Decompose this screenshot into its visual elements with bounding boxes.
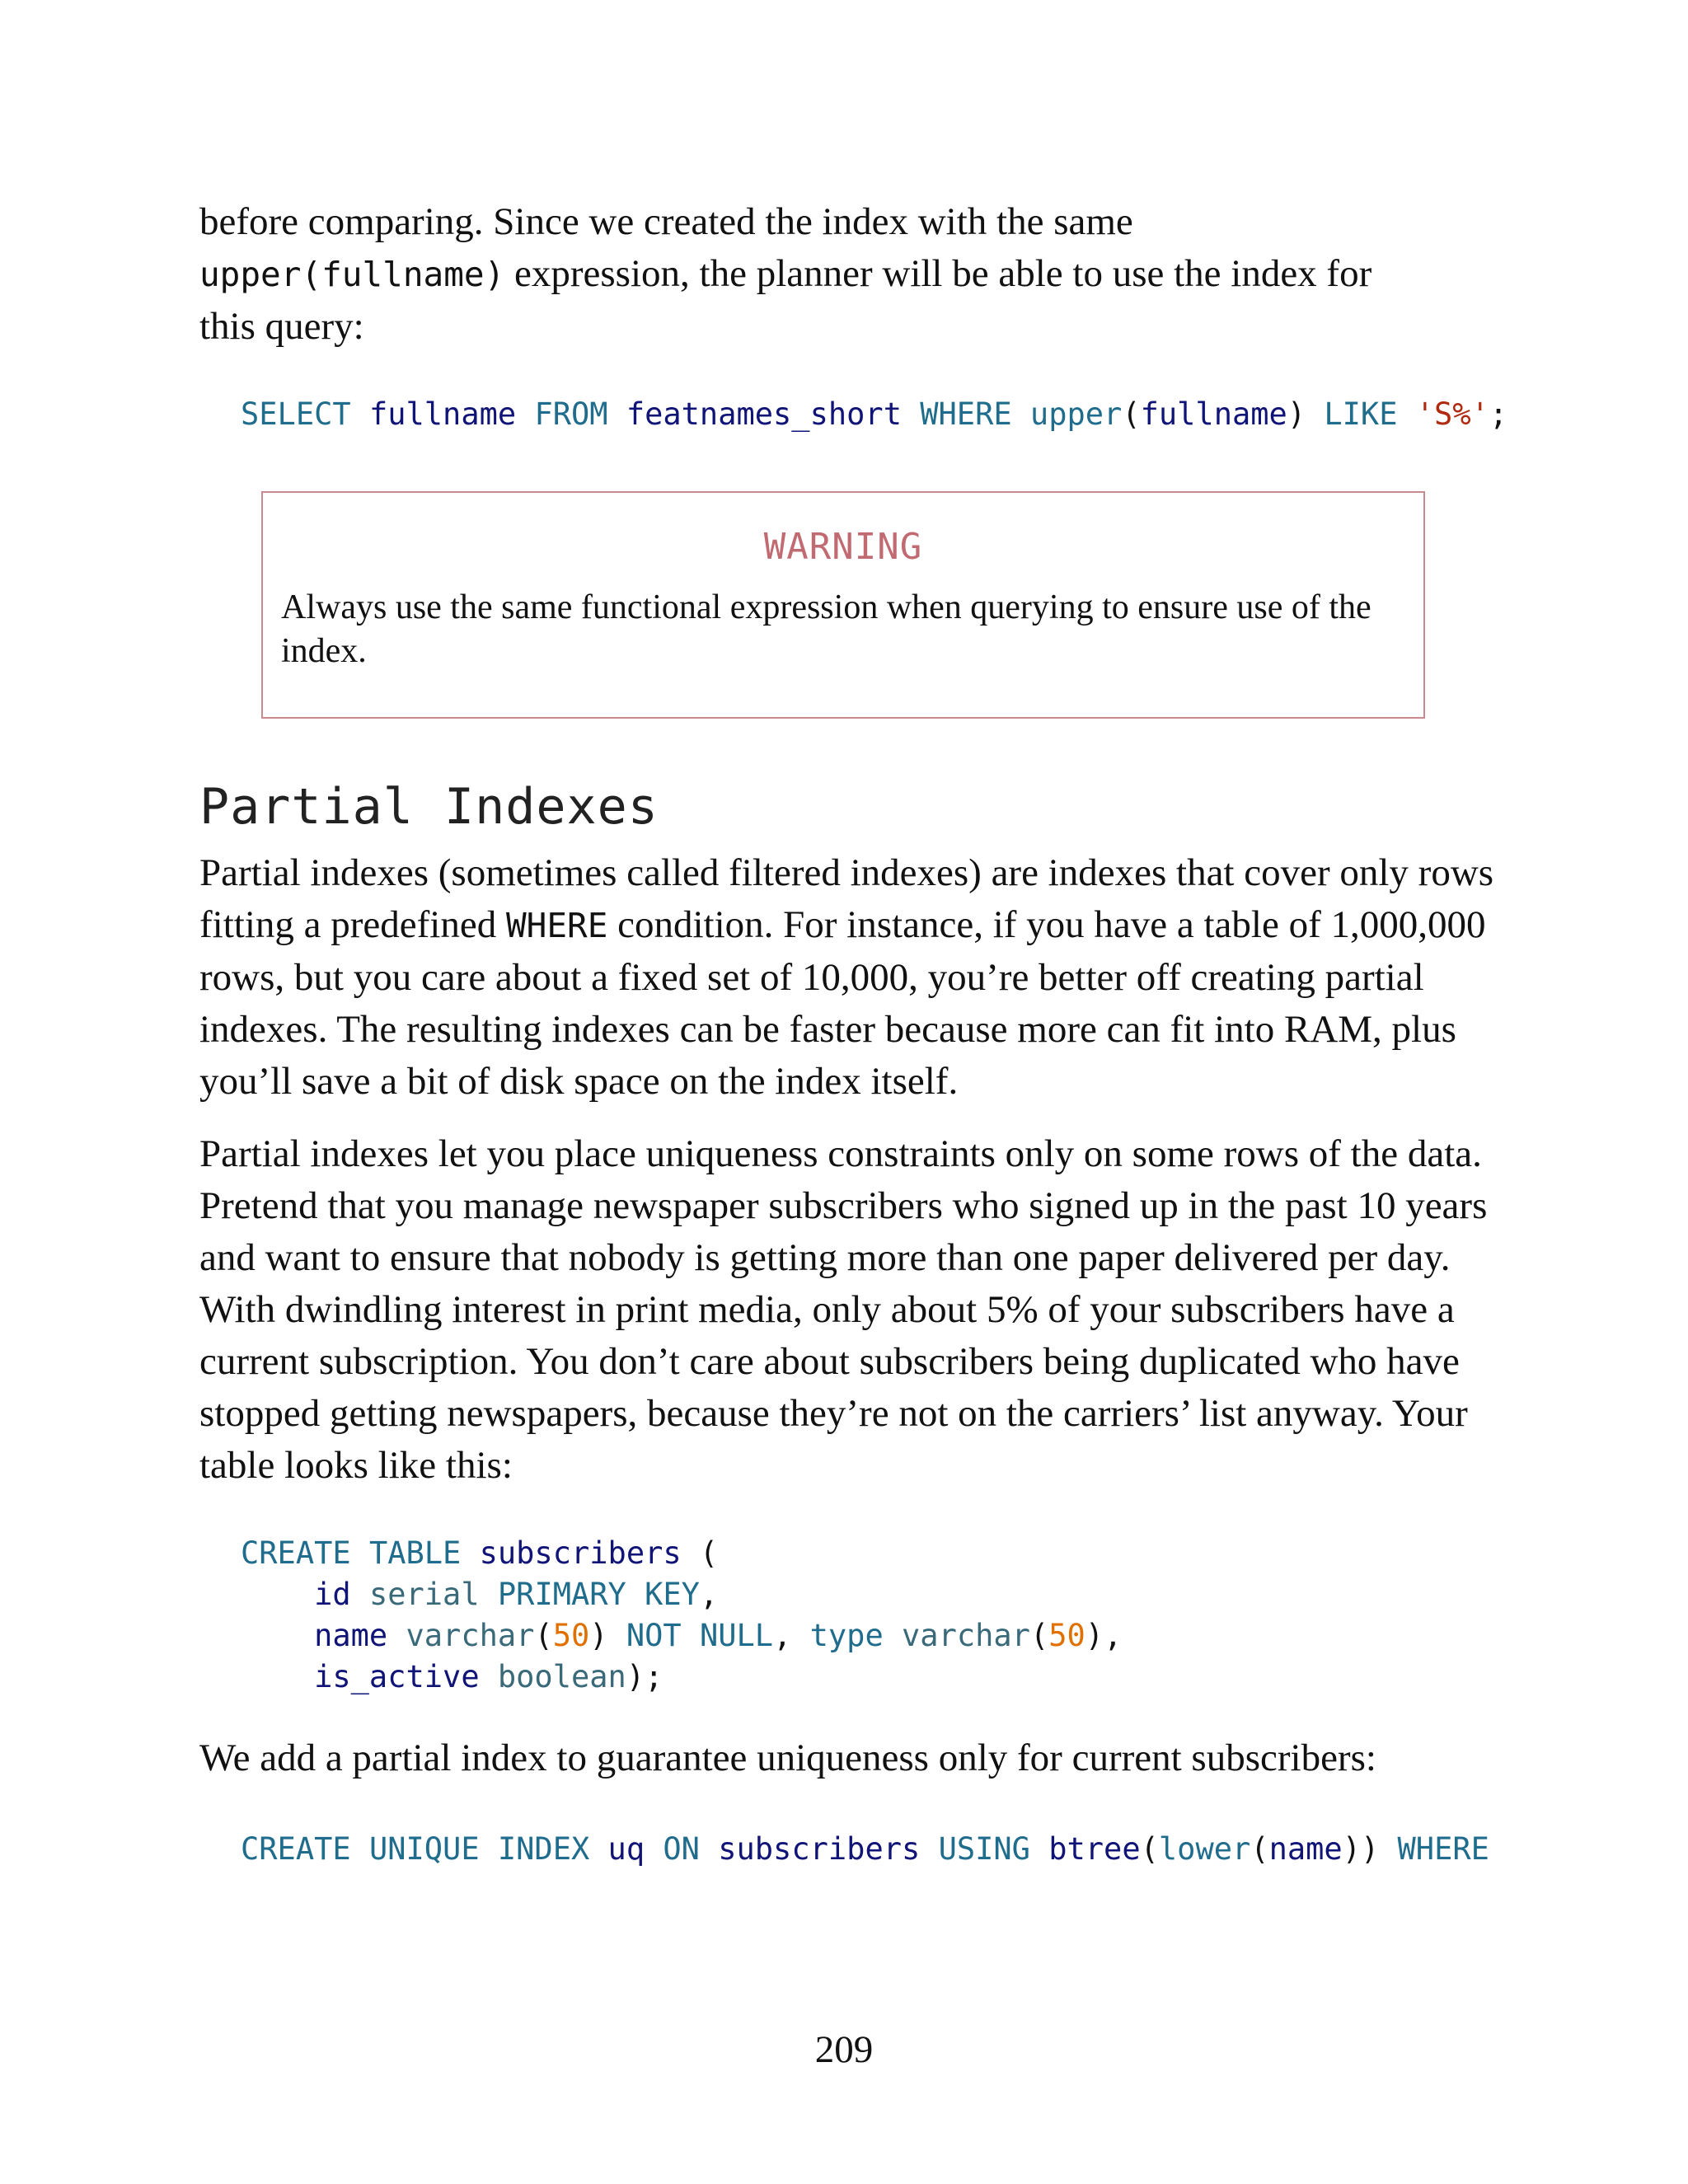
code-token: fullname [368, 396, 517, 432]
page-number: 209 [814, 2028, 874, 2071]
code-token: FROM [534, 396, 608, 432]
code-token: USING [938, 1831, 1030, 1867]
code-token: btree [1048, 1831, 1141, 1867]
code-token: boolean [497, 1659, 626, 1694]
code-block-select: SELECT fullname FROM featnames_short WHERE upper(fullname) LIKE 'S%'; [241, 396, 1508, 432]
code-token: 'S%' [1415, 396, 1489, 432]
code-token: lower [1158, 1831, 1251, 1867]
intro-line3: this query: [199, 305, 364, 348]
warning-title: WARNING [763, 526, 923, 568]
para1-after: condition. For instance, if you have a table of 1,000,000 rows, but you care about a fixed set of 10,000, you’re better off creating partial indexes. The resulting indexes can be faster because more can fit into RAM, plus you’ll save a bit of disk space on the index itself. [199, 903, 1486, 1103]
code-token: varchar [406, 1618, 535, 1653]
warning-box [261, 491, 1425, 719]
code-token: TABLE [368, 1535, 462, 1571]
code-token: CREATE [241, 1831, 351, 1867]
paragraph-partial-indexes-intro [199, 847, 1502, 1108]
code-token: CREATE [241, 1535, 351, 1571]
code-token: PRIMARY KEY [497, 1577, 700, 1612]
code-token: featnames_short [626, 396, 902, 432]
warning-text: Always use the same functional expression when querying to ensure use of the index. [281, 588, 1372, 670]
paragraph-partial-index: We add a partial index to guarantee uniqueness only for current subscribers: [199, 1736, 1376, 1779]
code-token: type [809, 1618, 884, 1653]
code-token: SELECT [241, 396, 351, 432]
intro-paragraph [199, 196, 1502, 353]
inline-code-where: WHERE [505, 906, 608, 945]
code-token: ON [663, 1831, 700, 1867]
para1-before: Partial indexes (sometimes called filtered indexes) are indexes that cover only rows fitting a predefined [199, 851, 1494, 946]
code-block-create-table: CREATE TABLE subscribers ( id serial PRIMARY KEY, name varchar(50) NOT NULL, type varchar(50), is_active boolean); [241, 1535, 1123, 1694]
code-token: serial [368, 1577, 480, 1612]
code-token: WHERE [1397, 1831, 1489, 1867]
code-token: subscribers [718, 1831, 921, 1867]
code-token: 50 [552, 1618, 590, 1653]
intro-line2: expression, the planner will be able to use the index for [504, 252, 1372, 295]
code-token: subscribers [479, 1535, 682, 1571]
paragraph-uniqueness: Partial indexes let you place uniqueness constraints only on some rows of the data. Pretend that you manage newspaper subscribers who signed up in the past 10 years and want to ensure that nobody is getting more than one paper delivered per day. With dwindling interest in print media, only about 5% of your subscribers have a current subscription. You don’t care about subscribers being duplicated who have stopped getting newspapers, because they’re not on the carriers’ list anyway. Your table looks like this: [199, 1132, 1488, 1487]
code-token: id [314, 1577, 351, 1612]
code-token: name [1268, 1831, 1343, 1867]
code-token: WHERE [920, 396, 1012, 432]
code-token: uq [607, 1831, 645, 1867]
code-token: 50 [1048, 1618, 1085, 1653]
section-heading: Partial Indexes [199, 778, 659, 836]
code-token: LIKE [1324, 396, 1398, 432]
code-token: UNIQUE [368, 1831, 480, 1867]
code-token: varchar [902, 1618, 1030, 1653]
page-content [199, 196, 1508, 1870]
code-token: name [314, 1618, 388, 1653]
code-token: upper [1029, 396, 1123, 432]
code-token: NOT NULL [626, 1618, 774, 1653]
code-block-create-index: CREATE UNIQUE INDEX uq ON subscribers USING btree(lower(name)) WHERE [241, 1831, 1489, 1867]
code-token: is_active [314, 1659, 480, 1694]
code-token: INDEX [497, 1831, 590, 1867]
code-token: fullname [1140, 396, 1287, 432]
inline-code-upper-fullname: upper(fullname) [199, 255, 505, 294]
intro-line1: before comparing. Since we created the index with the same [199, 200, 1133, 243]
